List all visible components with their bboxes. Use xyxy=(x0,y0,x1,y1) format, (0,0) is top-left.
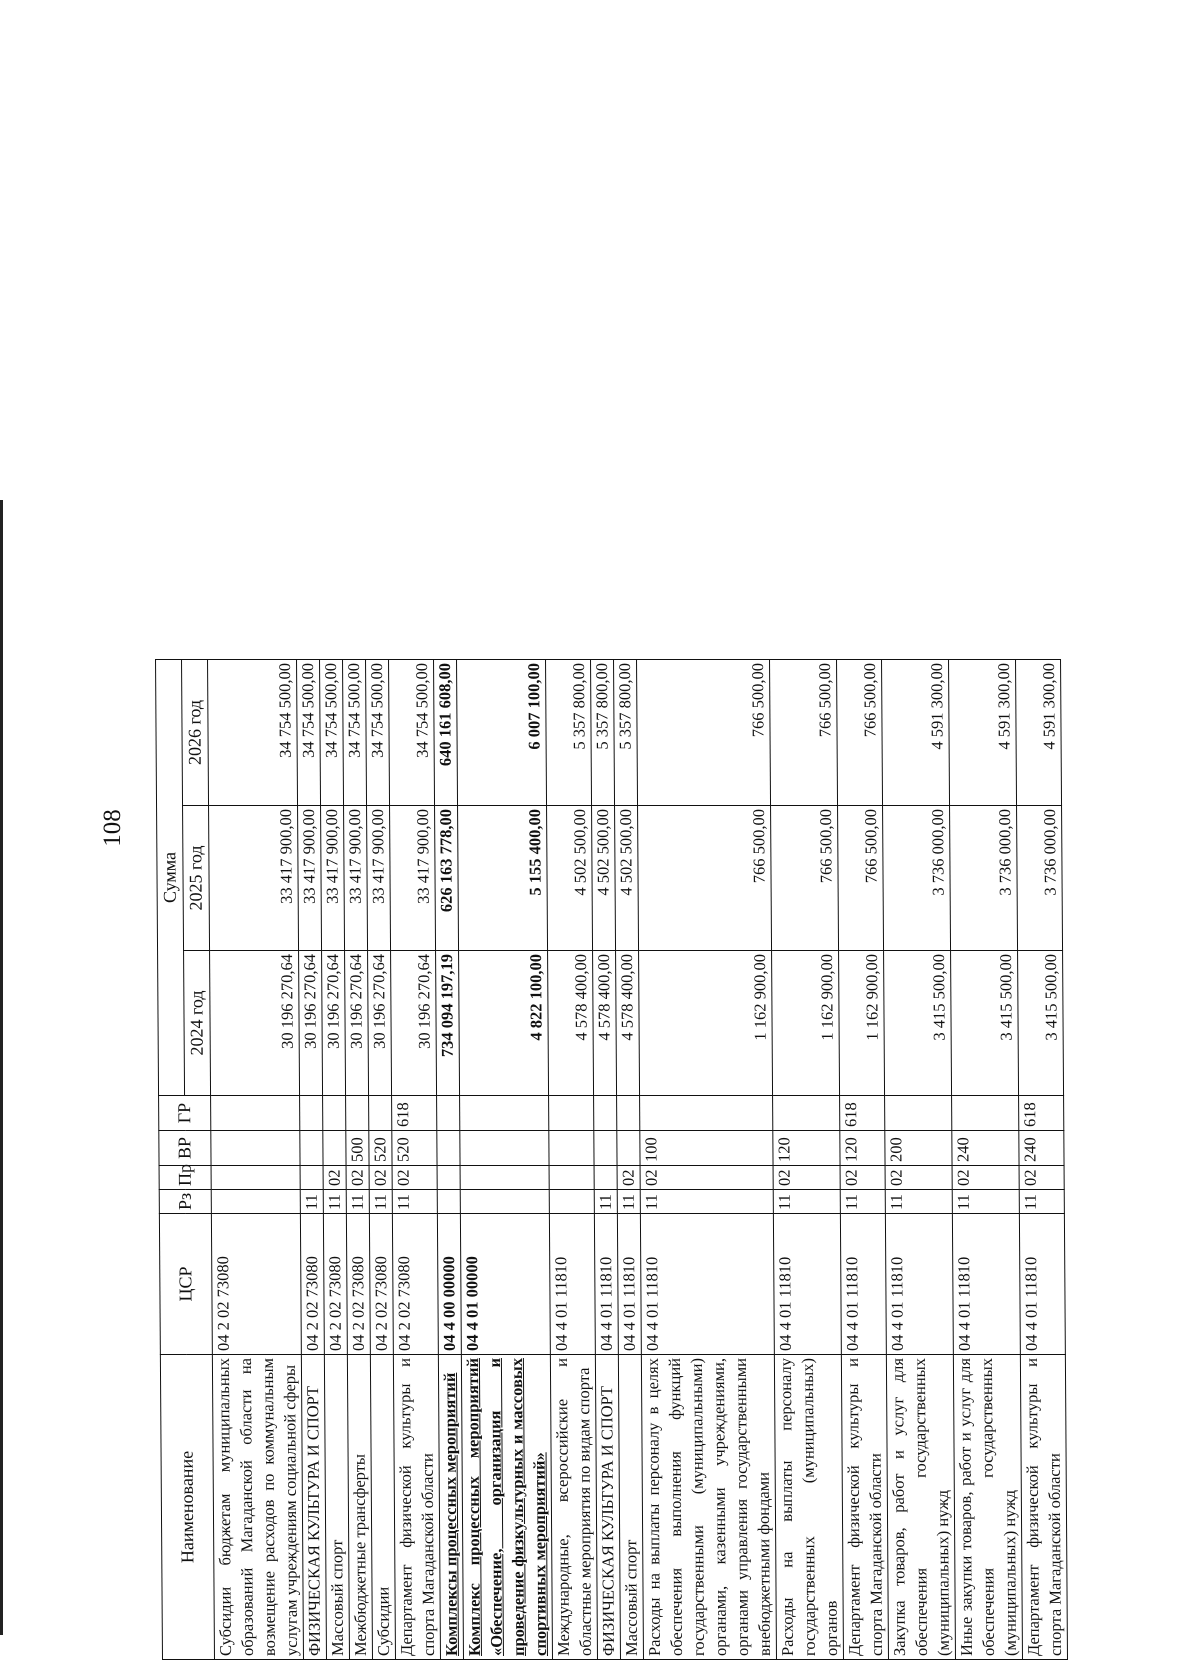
row-pr xyxy=(594,1166,617,1190)
row-vr: 120 xyxy=(773,1131,840,1166)
row-sum-2026: 6 007 100,00 xyxy=(457,659,547,805)
row-gr xyxy=(594,1096,617,1131)
row-rz xyxy=(460,1190,549,1214)
budget-table xyxy=(155,659,1068,1660)
row-csr: 04 2 02 73080 xyxy=(300,1214,324,1355)
row-sum-2024: 3 415 500,00 xyxy=(884,951,952,1096)
header-gr: ГР xyxy=(159,1096,211,1131)
row-name: Расходы на выплаты персоналу государственных (муниципальных) органов xyxy=(774,1355,843,1660)
row-gr xyxy=(773,1096,840,1131)
row-rz: 11 xyxy=(323,1190,346,1214)
row-sum-2026: 34 754 500,00 xyxy=(343,659,367,805)
row-csr: 04 4 01 11810 xyxy=(594,1214,618,1355)
row-rz: 11 xyxy=(1019,1190,1064,1214)
row-sum-2026: 5 357 800,00 xyxy=(591,659,615,805)
row-gr xyxy=(346,1096,369,1131)
header-2026: 2026 год xyxy=(182,659,209,805)
row-sum-2026: 34 754 500,00 xyxy=(208,659,298,805)
row-sum-2026: 34 754 500,00 xyxy=(320,659,344,805)
row-csr: 04 2 02 73080 xyxy=(392,1214,438,1355)
row-gr xyxy=(549,1096,594,1131)
row-name: Комплекс процессных мероприятий «Обеспечение, организация и проведение физкультурных и массовых спортивных мероприятий» xyxy=(461,1355,552,1660)
row-sum-2024: 1 162 900,00 xyxy=(772,951,840,1096)
table-body xyxy=(208,659,1068,1659)
row-gr xyxy=(300,1096,323,1131)
row-pr xyxy=(549,1166,594,1190)
row-csr: 04 2 02 73080 xyxy=(346,1214,370,1355)
row-gr xyxy=(640,1096,773,1131)
row-sum-2025: 4 502 500,00 xyxy=(592,806,616,951)
row-name: Департамент физической культуры и спорта Магаданской области xyxy=(393,1355,440,1660)
row-vr xyxy=(549,1131,594,1166)
row-csr: 04 4 01 00000 xyxy=(460,1214,550,1355)
row-sum-2025: 3 736 000,00 xyxy=(950,806,1018,951)
row-pr: 02 xyxy=(392,1166,437,1190)
row-csr: 04 2 02 73080 xyxy=(323,1214,347,1355)
header-vr: ВР xyxy=(159,1131,211,1166)
row-sum-2025: 33 417 900,00 xyxy=(298,806,322,951)
row-sum-2026: 4 591 300,00 xyxy=(949,659,1017,805)
header-pr: Пр xyxy=(159,1166,211,1190)
row-rz xyxy=(437,1190,460,1214)
row-sum-2024: 4 822 100,00 xyxy=(459,951,549,1096)
table-row xyxy=(389,659,441,1659)
table-row xyxy=(1016,659,1068,1659)
row-sum-2026: 640 161 608,00 xyxy=(434,659,458,805)
row-sum-2026: 4 591 300,00 xyxy=(882,659,950,805)
header-2025: 2025 год xyxy=(183,806,210,951)
row-vr xyxy=(437,1131,460,1166)
header-sum: Сумма xyxy=(156,659,185,1095)
row-sum-2025: 4 502 500,00 xyxy=(547,806,593,951)
row-gr xyxy=(211,1096,300,1131)
row-name: Массовый спорт xyxy=(324,1355,349,1660)
row-sum-2024: 30 196 270,64 xyxy=(345,951,369,1096)
row-gr xyxy=(437,1096,460,1131)
row-gr xyxy=(617,1096,640,1131)
row-gr: 618 xyxy=(392,1096,437,1131)
row-pr xyxy=(437,1166,460,1190)
scan-edge-line xyxy=(0,500,3,1635)
row-sum-2026: 34 754 500,00 xyxy=(389,659,435,805)
row-vr: 240 xyxy=(1019,1131,1064,1166)
row-name: Департамент физической культуры и спорта Магаданской области xyxy=(841,1355,888,1660)
row-pr: 02 xyxy=(952,1166,1019,1190)
page-number: 108 xyxy=(99,809,126,847)
row-sum-2026: 766 500,00 xyxy=(770,659,838,805)
row-sum-2024: 4 578 400,00 xyxy=(616,951,640,1096)
row-sum-2025: 33 417 900,00 xyxy=(367,806,391,951)
row-pr: 02 xyxy=(323,1166,346,1190)
row-vr: 100 xyxy=(640,1131,773,1166)
row-name: Закупка товаров, работ и услуг для обеспечения государственных (муниципальных) нужд xyxy=(886,1355,955,1660)
row-sum-2024: 3 415 500,00 xyxy=(951,951,1019,1096)
row-csr: 04 4 01 11810 xyxy=(640,1214,774,1355)
row-vr: 500 xyxy=(346,1131,369,1166)
row-rz: 11 xyxy=(300,1190,323,1214)
row-vr: 120 xyxy=(840,1131,885,1166)
row-csr: 04 4 01 11810 xyxy=(773,1214,841,1355)
row-pr: 02 xyxy=(369,1166,392,1190)
row-sum-2026: 34 754 500,00 xyxy=(297,659,321,805)
header-2024: 2024 год xyxy=(184,951,211,1096)
row-sum-2025: 766 500,00 xyxy=(638,806,772,951)
row-sum-2025: 33 417 900,00 xyxy=(344,806,368,951)
row-sum-2024: 30 196 270,64 xyxy=(368,951,392,1096)
row-vr xyxy=(323,1131,346,1166)
row-vr: 520 xyxy=(369,1131,392,1166)
row-rz: 11 xyxy=(346,1190,369,1214)
row-vr xyxy=(300,1131,323,1166)
row-rz: 11 xyxy=(952,1190,1019,1214)
table-row xyxy=(208,659,304,1659)
row-sum-2025: 766 500,00 xyxy=(838,806,884,951)
row-pr: 02 xyxy=(346,1166,369,1190)
row-vr: 520 xyxy=(392,1131,437,1166)
row-sum-2026: 766 500,00 xyxy=(837,659,883,805)
row-name: Комплексы процессных мероприятий xyxy=(438,1355,463,1660)
row-sum-2026: 4 591 300,00 xyxy=(1016,659,1062,805)
row-csr: 04 4 01 11810 xyxy=(952,1214,1020,1355)
row-csr: 04 2 02 73080 xyxy=(369,1214,393,1355)
row-name: Международные, всероссийские и областные мероприятия по видам спорта xyxy=(550,1355,597,1660)
row-sum-2026: 5 357 800,00 xyxy=(614,659,638,805)
row-gr xyxy=(369,1096,392,1131)
row-sum-2024: 1 162 900,00 xyxy=(839,951,885,1096)
row-sum-2025: 3 736 000,00 xyxy=(1017,806,1063,951)
row-pr xyxy=(460,1166,549,1190)
row-sum-2026: 34 754 500,00 xyxy=(366,659,390,805)
row-rz: 11 xyxy=(594,1190,617,1214)
row-csr: 04 4 01 11810 xyxy=(885,1214,953,1355)
row-sum-2026: 766 500,00 xyxy=(637,659,771,805)
row-gr: 618 xyxy=(840,1096,885,1131)
row-vr xyxy=(617,1131,640,1166)
row-gr xyxy=(460,1096,549,1131)
row-rz: 11 xyxy=(773,1190,840,1214)
header-csr: ЦСР xyxy=(159,1214,212,1355)
row-sum-2025: 766 500,00 xyxy=(771,806,839,951)
row-sum-2024: 4 578 400,00 xyxy=(593,951,617,1096)
row-sum-2024: 30 196 270,64 xyxy=(210,951,300,1096)
row-sum-2024: 1 162 900,00 xyxy=(639,951,773,1096)
row-vr: 200 xyxy=(885,1131,952,1166)
row-sum-2024: 734 094 197,19 xyxy=(436,951,460,1096)
row-sum-2024: 30 196 270,64 xyxy=(391,951,437,1096)
row-pr: 02 xyxy=(640,1166,773,1190)
header-name: Наименование xyxy=(160,1355,214,1660)
table-row xyxy=(882,659,956,1659)
row-pr xyxy=(211,1166,300,1190)
row-rz: 11 xyxy=(369,1190,392,1214)
table-row xyxy=(637,659,777,1659)
row-rz: 11 xyxy=(885,1190,952,1214)
row-csr: 04 4 01 11810 xyxy=(617,1214,641,1355)
row-sum-2025: 4 502 500,00 xyxy=(615,806,639,951)
row-sum-2025: 33 417 900,00 xyxy=(390,806,436,951)
table-row xyxy=(546,659,598,1659)
header-rz: Рз xyxy=(159,1190,211,1214)
row-name: ФИЗИЧЕСКАЯ КУЛЬТУРА И СПОРТ xyxy=(301,1355,326,1660)
rotated-page-content xyxy=(155,660,1082,1660)
row-csr: 04 4 01 11810 xyxy=(840,1214,886,1355)
row-vr: 240 xyxy=(952,1131,1019,1166)
table-row xyxy=(770,659,844,1659)
row-pr: 02 xyxy=(885,1166,952,1190)
row-rz: 11 xyxy=(617,1190,640,1214)
row-sum-2024: 4 578 400,00 xyxy=(548,951,594,1096)
row-csr: 04 4 00 00000 xyxy=(437,1214,461,1355)
row-sum-2024: 30 196 270,64 xyxy=(322,951,346,1096)
row-sum-2024: 3 415 500,00 xyxy=(1018,951,1064,1096)
row-rz: 11 xyxy=(640,1190,773,1214)
row-name: Расходы на выплаты персоналу в целях обеспечения выполнения функций государственными (муниципальными) органами, казенными учреждениями, органами управления государственными внебюджетными фондами xyxy=(641,1355,776,1660)
row-gr: 618 xyxy=(1019,1096,1064,1131)
row-sum-2025: 33 417 900,00 xyxy=(209,806,299,951)
row-name: Субсидии xyxy=(370,1355,395,1660)
row-name: Массовый спорт xyxy=(618,1355,643,1660)
row-csr: 04 4 01 11810 xyxy=(549,1214,595,1355)
row-rz: 11 xyxy=(392,1190,437,1214)
row-sum-2025: 626 163 778,00 xyxy=(435,806,459,951)
row-sum-2025: 3 736 000,00 xyxy=(883,806,951,951)
row-pr: 02 xyxy=(617,1166,640,1190)
row-rz: 11 xyxy=(840,1190,885,1214)
table-row xyxy=(837,659,889,1659)
row-name: Департамент физической культуры и спорта Магаданской области xyxy=(1020,1355,1067,1660)
row-vr xyxy=(594,1131,617,1166)
row-gr xyxy=(323,1096,346,1131)
row-sum-2026: 5 357 800,00 xyxy=(546,659,592,805)
table-row xyxy=(949,659,1023,1659)
row-pr xyxy=(300,1166,323,1190)
row-pr: 02 xyxy=(840,1166,885,1190)
row-name: Межбюджетные трансферты xyxy=(347,1355,372,1660)
row-gr xyxy=(885,1096,952,1131)
row-sum-2025: 33 417 900,00 xyxy=(321,806,345,951)
row-pr: 02 xyxy=(1019,1166,1064,1190)
row-sum-2024: 30 196 270,64 xyxy=(299,951,323,1096)
row-pr: 02 xyxy=(773,1166,840,1190)
row-name: Субсидии бюджетам муниципальных образований Магаданской области на возмещение расходов по коммунальным услугам учреждениям социальной сферы xyxy=(212,1355,303,1660)
row-rz xyxy=(211,1190,300,1214)
row-name: ФИЗИЧЕСКАЯ КУЛЬТУРА И СПОРТ xyxy=(595,1355,620,1660)
row-csr: 04 2 02 73080 xyxy=(211,1214,301,1355)
table-row xyxy=(457,659,553,1659)
row-sum-2025: 5 155 400,00 xyxy=(458,806,548,951)
row-rz xyxy=(549,1190,594,1214)
row-gr xyxy=(952,1096,1019,1131)
row-vr xyxy=(211,1131,300,1166)
row-csr: 04 4 01 11810 xyxy=(1019,1214,1065,1355)
row-name: Иные закупки товаров, работ и услуг для обеспечения государственных (муниципальных) нужд xyxy=(953,1355,1022,1660)
row-vr xyxy=(460,1131,549,1166)
